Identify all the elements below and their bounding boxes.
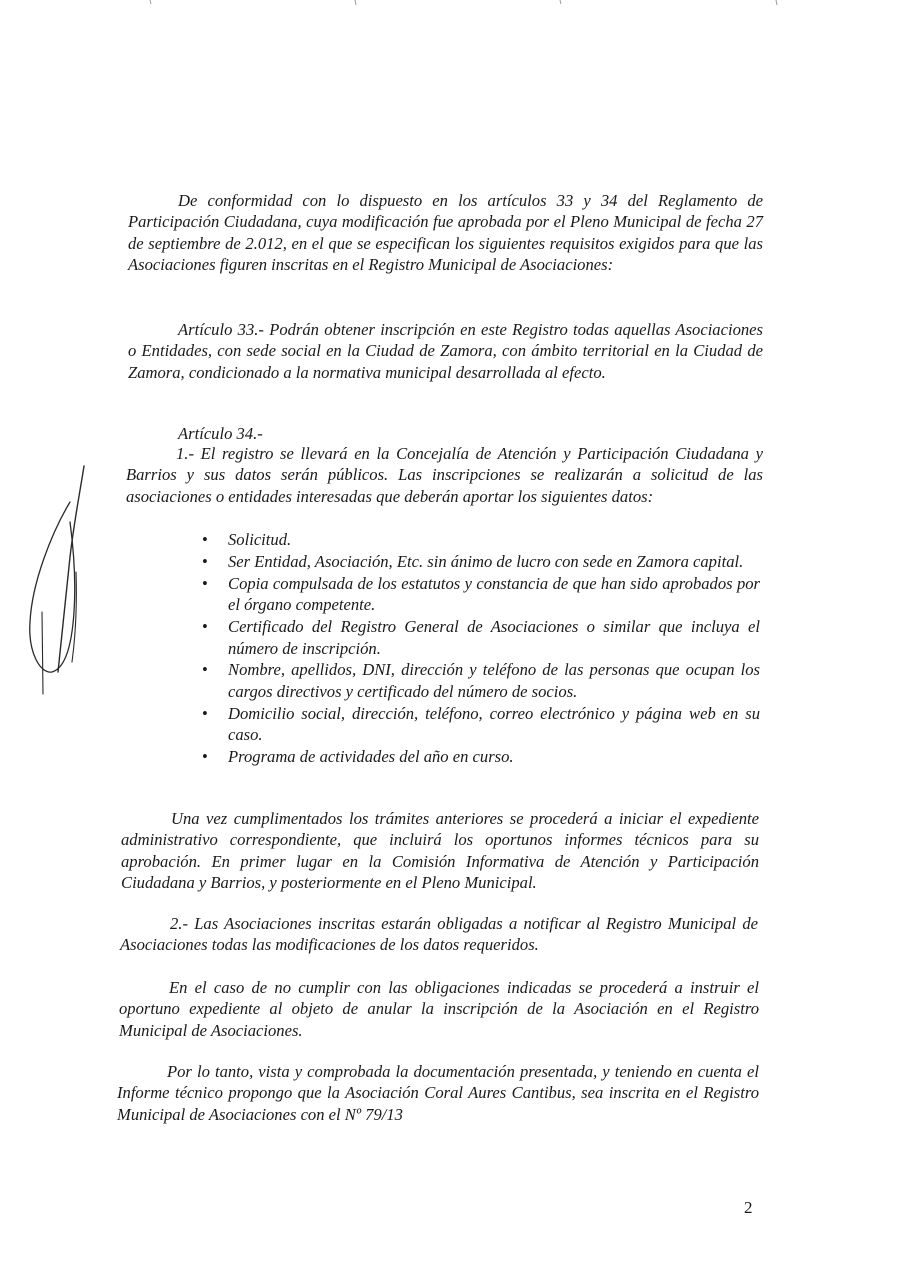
scan-edge-marks bbox=[0, 0, 900, 12]
bullet-icon: • bbox=[202, 660, 208, 680]
list-item: • Nombre, apellidos, DNI, dirección y teléfono de las personas que ocupan los cargos directivos y certificado del número de socios. bbox=[202, 660, 760, 701]
list-item: • Solicitud. bbox=[202, 530, 292, 549]
list-item: • Programa de actividades del año en curso. bbox=[202, 747, 514, 767]
list-item: • Copia compulsada de los estatutos y constancia de que han sido aprobados por el órgano competente. bbox=[202, 573, 760, 615]
page-number: 2 bbox=[744, 1198, 753, 1217]
article-34-heading: Artículo 34.- bbox=[178, 424, 263, 443]
intro-paragraph: De conformidad con lo dispuesto en los artículos 33 y 34 del Reglamento de Participación Ciudadana, cuya modificación fue aprobada por el Pleno Municipal de fecha 27 de septiembre de 2.012, en el que se especifican los siguientes requisitos exigidos para que las Asociaciones figuren inscritas en el Registro Municipal de Asociaciones: bbox=[128, 191, 763, 275]
list-item: • Domicilio social, dirección, teléfono, correo electrónico y página web en su caso. bbox=[202, 703, 760, 745]
bullet-icon: • bbox=[202, 747, 208, 767]
bullet-icon: • bbox=[202, 703, 208, 723]
article-34-item-1: 1.- El registro se llevará en la Concejalía de Atención y Participación Ciudadana y Barrios y sus datos serán públicos. Las inscripciones se realizarán a solicitud de las asociaciones o entidades interesadas que deberán aportar los siguientes datos: bbox=[126, 444, 763, 506]
article-34-item-2: 2.- Las Asociaciones inscritas estarán obligadas a notificar al Registro Municipal de Asociaciones todas las modificaciones de los datos requeridos. bbox=[120, 914, 758, 955]
tramites-paragraph: Una vez cumplimentados los trámites anteriores se procederá a iniciar el expediente administrativo correspondiente, que incluirá los oportunos informes técnicos para su aprobación. En primer lugar en la Comisión Informativa de Atención y Participación Ciudadana y Barrios, y posteriormente en el Pleno Municipal. bbox=[121, 809, 759, 893]
bullet-icon: • bbox=[202, 551, 208, 571]
propuesta-paragraph: Por lo tanto, vista y comprobada la documentación presentada, y teniendo en cuenta el Informe técnico propongo que la Asociación Coral Aures Cantibus, sea inscrita en el Registro Municipal de Asociaciones con el Nº 79/13 bbox=[117, 1062, 759, 1124]
bullet-icon: • bbox=[202, 573, 208, 593]
bullet-icon: • bbox=[202, 530, 208, 549]
incumplimiento-paragraph: En el caso de no cumplir con las obligaciones indicadas se procederá a instruir el oportuno expediente al objeto de anular la inscripción de la Asociación en el Registro Municipal de Asociaciones. bbox=[119, 978, 759, 1040]
handwritten-signature bbox=[22, 462, 102, 702]
list-item: • Ser Entidad, Asociación, Etc. sin ánimo de lucro con sede en Zamora capital. bbox=[202, 551, 744, 571]
bullet-icon: • bbox=[202, 617, 208, 637]
list-item: • Certificado del Registro General de Asociaciones o similar que incluya el número de inscripción. bbox=[202, 617, 760, 658]
article-33-paragraph: Artículo 33.- Podrán obtener inscripción en este Registro todas aquellas Asociaciones o Entidades, con sede social en la Ciudad de Zamora, con ámbito territorial en la Ciudad de Zamora, condicionado a la normativa municipal desarrollada al efecto. bbox=[128, 320, 763, 382]
requirements-list bbox=[202, 529, 760, 768]
